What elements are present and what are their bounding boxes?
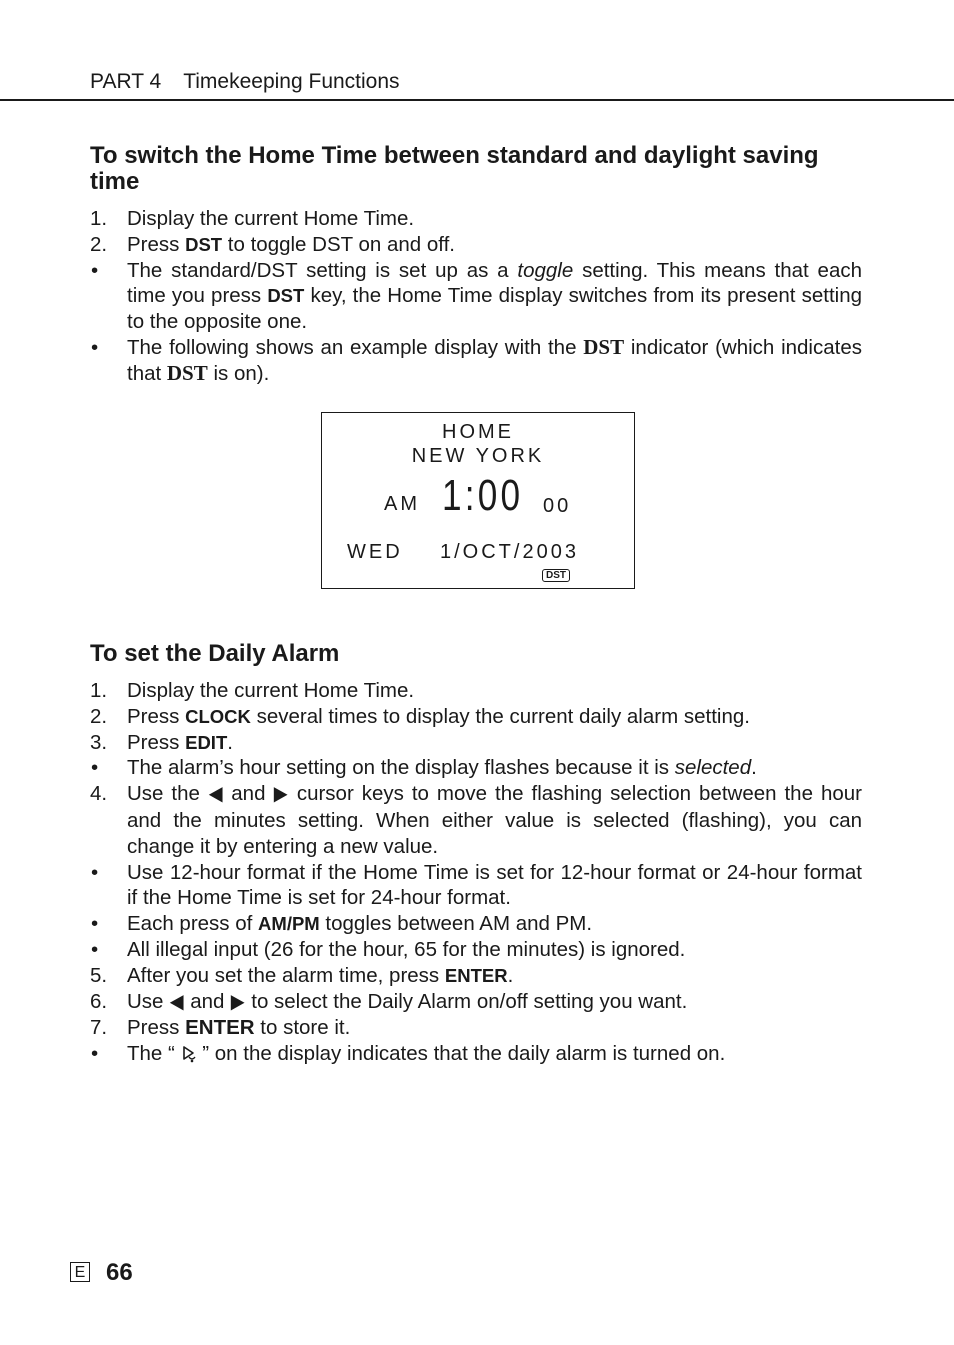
section-heading-dst: To switch the Home Time between standard and daylight saving time bbox=[90, 142, 819, 195]
alarm-steps-list bbox=[90, 678, 862, 1067]
list-item: 2. Press CLOCK several times to display the current daily alarm setting. bbox=[90, 704, 750, 728]
alarm-icon bbox=[181, 1045, 197, 1063]
list-item: 6. Use ◀ and ▶ to select the Daily Alarm on/off setting you want. bbox=[90, 989, 862, 1016]
lcd-weekday: WED bbox=[347, 541, 403, 563]
right-arrow-icon: ▶ bbox=[230, 990, 245, 1013]
lcd-seconds: 00 bbox=[543, 495, 572, 517]
list-item: 4. Use the ◀ and ▶ cursor keys to move the flashing selection between the hour and the minutes setting. When either value is selected (flashing), you can change it by entering a new value. bbox=[90, 782, 862, 858]
list-item: 1. Display the current Home Time. bbox=[90, 679, 415, 702]
page-header bbox=[90, 70, 400, 94]
dst-key: DST bbox=[185, 233, 223, 255]
list-item: 3. Press EDIT. bbox=[90, 730, 233, 754]
dst-indicator: DST bbox=[166, 360, 208, 385]
bullet-icon: • bbox=[91, 937, 99, 961]
bullet-icon: • bbox=[91, 258, 99, 282]
part-title: Timekeeping Functions bbox=[183, 70, 400, 93]
language-badge: E bbox=[70, 1262, 90, 1282]
list-item: • Use 12-hour format if the Home Time is set for 12-hour format or 24-hour format if the Home Time is set for 24-hour format. bbox=[91, 860, 862, 910]
left-arrow-icon: ◀ bbox=[169, 990, 184, 1013]
bullet-icon: • bbox=[91, 860, 99, 884]
list-item: • The alarm’s hour setting on the display flashes because it is selected. bbox=[91, 756, 757, 780]
bullet-icon: • bbox=[91, 335, 99, 359]
list-item: 1. Display the current Home Time. bbox=[90, 207, 415, 230]
clock-key: CLOCK bbox=[185, 705, 251, 727]
lcd-display-example bbox=[321, 412, 635, 589]
page-number: 66 bbox=[106, 1259, 133, 1286]
lcd-city: NEW YORK bbox=[411, 445, 545, 467]
enter-key: ENTER bbox=[444, 964, 508, 986]
bullet-icon: • bbox=[91, 1042, 99, 1066]
part-label: PART 4 bbox=[90, 70, 162, 93]
dst-steps-list bbox=[90, 206, 862, 387]
list-item: 5. After you set the alarm time, press ENTER. bbox=[90, 963, 514, 987]
edit-key: EDIT bbox=[185, 731, 228, 753]
ampm-key: AM/PM bbox=[258, 913, 320, 935]
lcd-date: 1/OCT/2003 bbox=[440, 541, 579, 563]
bullet-icon: • bbox=[91, 756, 99, 780]
right-arrow-icon: ▶ bbox=[274, 783, 289, 806]
enter-key: ENTER bbox=[185, 1016, 255, 1040]
lcd-ampm: AM bbox=[384, 493, 420, 515]
bullet-icon: • bbox=[91, 912, 99, 936]
lcd-home-label: HOME bbox=[442, 421, 514, 443]
list-item: 7. Press ENTER to store it. bbox=[90, 1016, 351, 1040]
list-item: • The standard/DST setting is set up as a toggle setting. This means that each time you press DST key, the Home Time display switches from its present setting to the opposite one. bbox=[91, 258, 862, 334]
dst-indicator: DST bbox=[583, 334, 625, 359]
lcd-time: 1:00 bbox=[442, 471, 524, 520]
list-item: • The following shows an example display with the DST indicator (which indicates that DST is on). bbox=[91, 334, 862, 385]
section-heading-alarm: To set the Daily Alarm bbox=[90, 640, 340, 667]
header-rule bbox=[0, 99, 954, 101]
dst-key: DST bbox=[267, 285, 305, 307]
dst-indicator-icon: DST bbox=[542, 569, 570, 582]
left-arrow-icon: ◀ bbox=[208, 783, 223, 806]
list-item: • The “ ” on the display indicates that the daily alarm is turned on. bbox=[91, 1042, 726, 1066]
list-item: 2. Press DST to toggle DST on and off. bbox=[90, 232, 455, 256]
list-item: • All illegal input (26 for the hour, 65 for the minutes) is ignored. bbox=[91, 937, 686, 961]
list-item: • Each press of AM/PM toggles between AM and PM. bbox=[91, 912, 593, 936]
